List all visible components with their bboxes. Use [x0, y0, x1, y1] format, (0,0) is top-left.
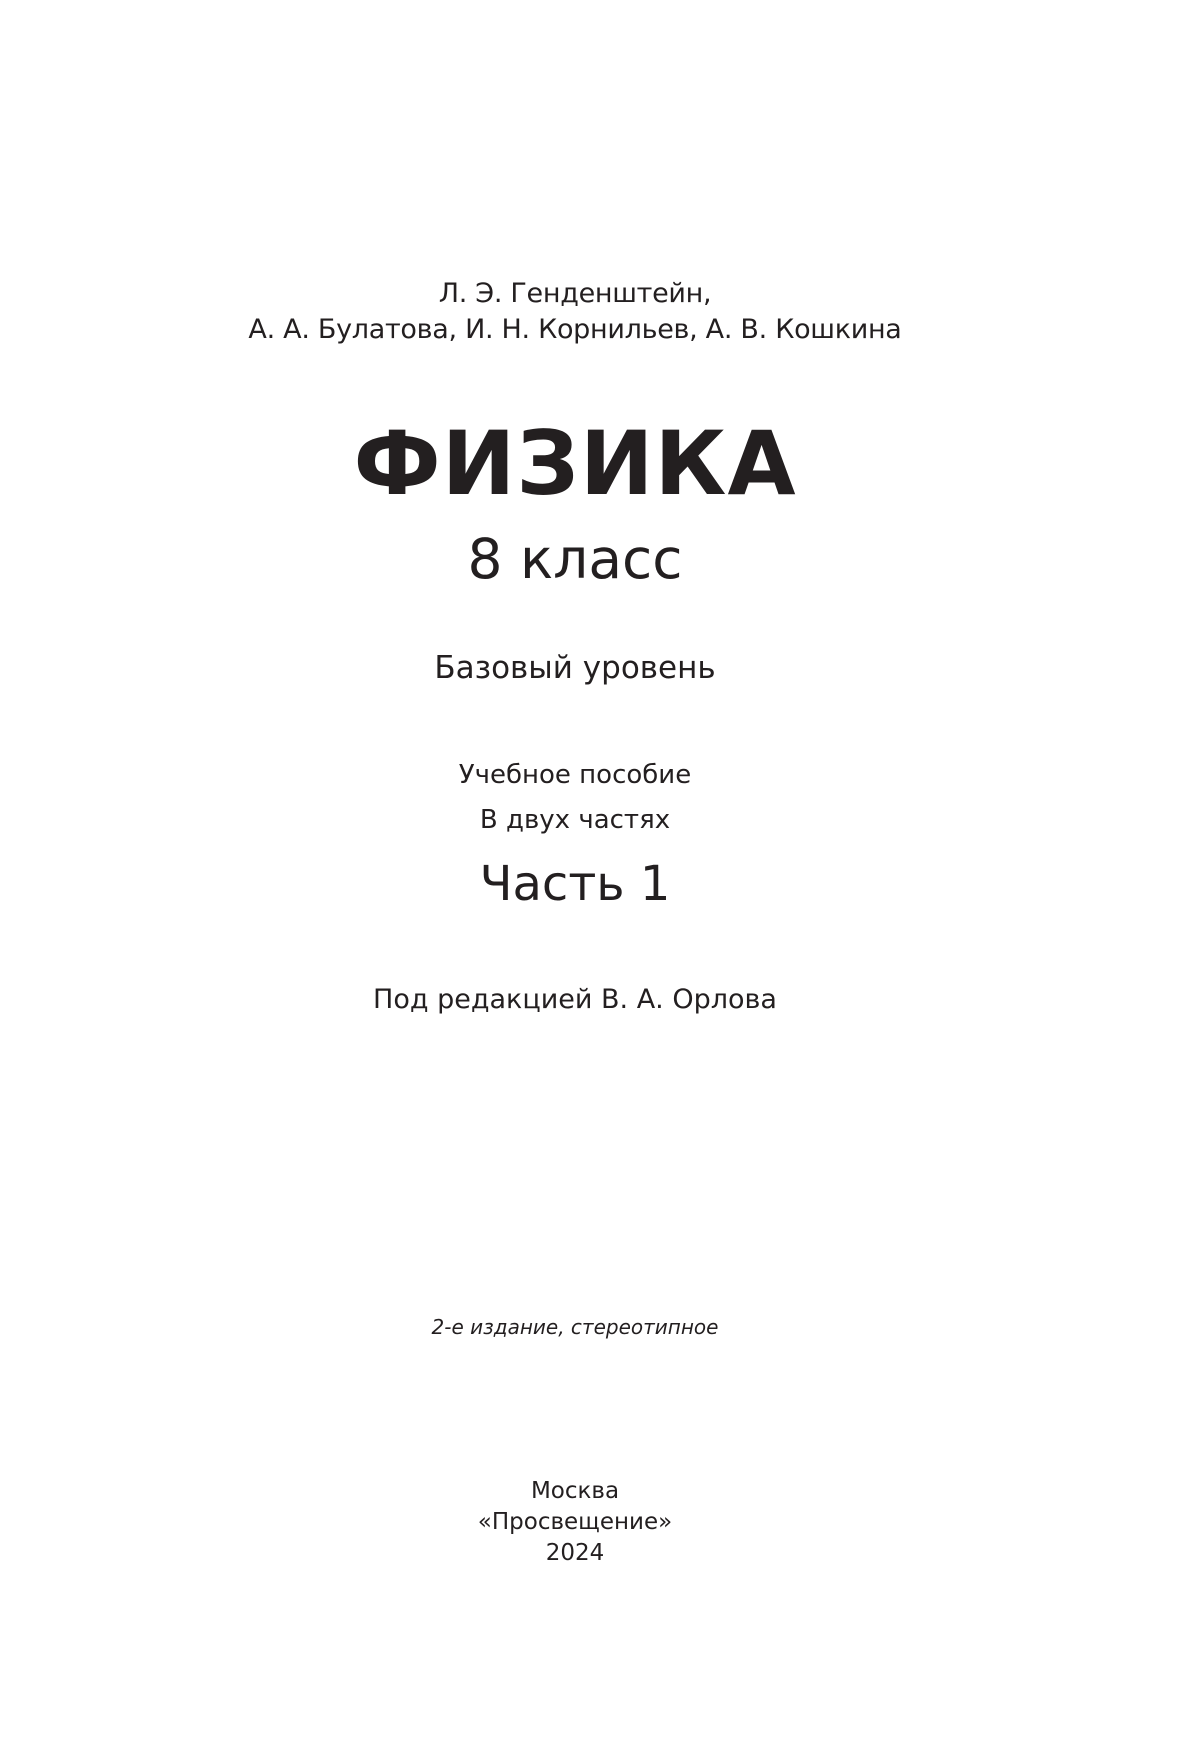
imprint-year: 2024 [545, 1540, 605, 1566]
level-label: Базовый уровень [434, 650, 716, 686]
parts-label: В двух частях [479, 805, 671, 835]
part-label: Часть 1 [479, 856, 671, 912]
edition-label: 2-е издание, стереотипное [431, 1315, 719, 1339]
imprint-city: Москва [530, 1478, 620, 1504]
authors-line-1: Л. Э. Генденштейн, [438, 278, 712, 309]
book-type-label: Учебное пособие [458, 760, 692, 790]
grade-label: 8 класс [467, 527, 683, 591]
imprint-publisher: «Просвещение» [477, 1509, 673, 1535]
book-title: ФИЗИКА [353, 412, 797, 515]
editor-label: Под редакцией В. А. Орлова [373, 984, 777, 1015]
authors-line-2: А. А. Булатова, И. Н. Корнильев, А. В. Кошкина [248, 314, 902, 345]
